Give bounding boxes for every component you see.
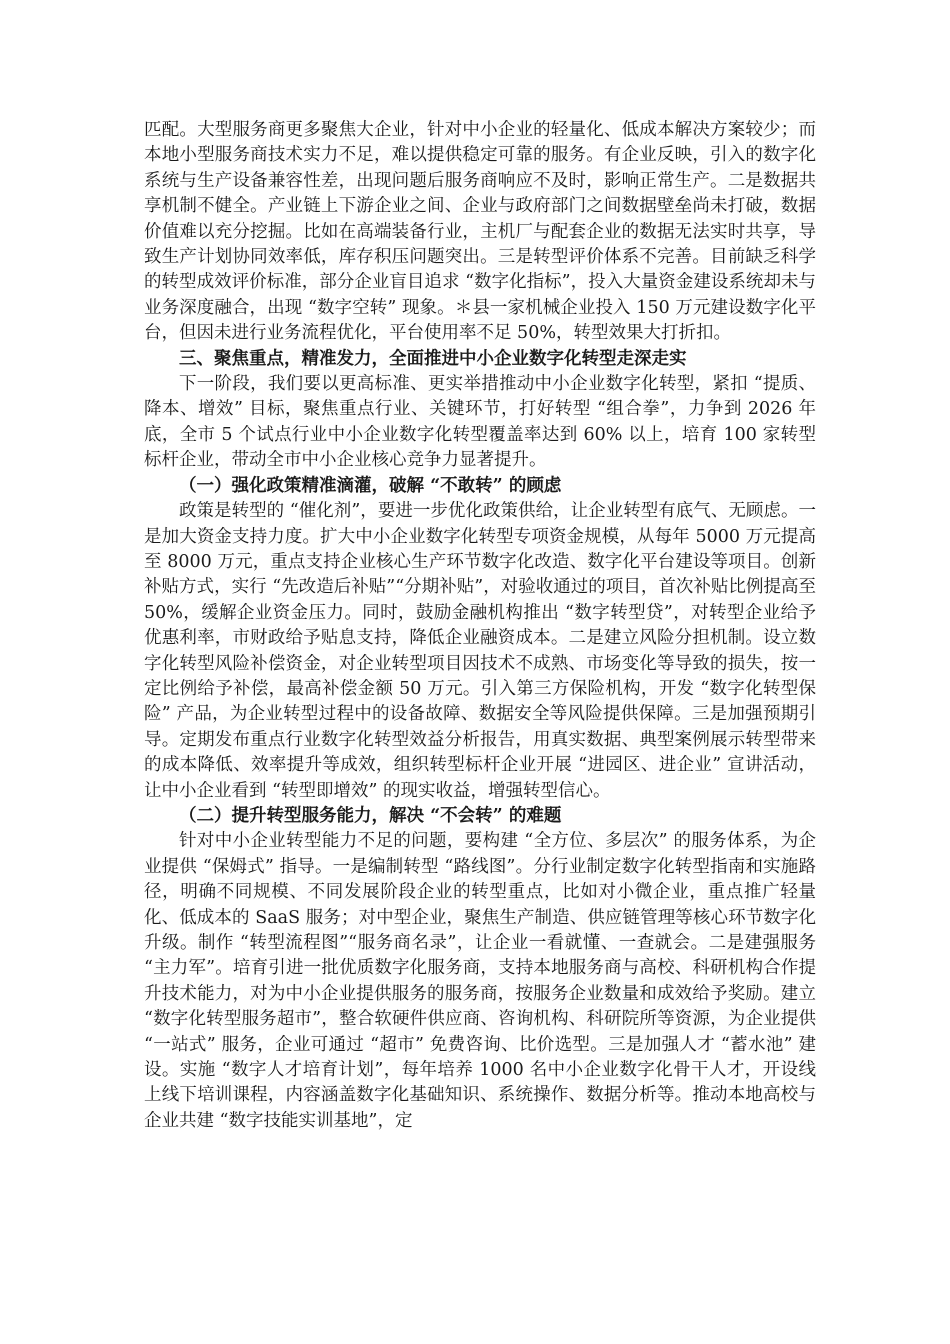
section-heading-3: 三、聚焦重点，精准发力，全面推进中小企业数字化转型走深走实 [179,348,687,369]
paragraph-service: 针对中小企业转型能力不足的问题，要构建 “全方位、多层次” 的服务体系，为企业提供 “保姆式” 指导。一是编制转型 “路线图”。分行业制定数字化转型指南和实施路径，明确不同规模、不同发展阶段企业的转型重点，比如对小微企业，重点推广轻量化、低成本的 SaaS 服务；对中型企业，聚焦生产制造、供应链管理等核心环节数字化升级。制作 “转型流程图”“服务商名录”，让企业一看就懂、一查就会。二是建强服务 “主力军”。培育引进一批优质数字化服务商，支持本地服务商与高校、科研机构合作提升技术能力，对为中小企业提供服务的服务商，按服务企业数量和成效给予奖励。建立 “数字化转型服务超市”，整合软硬件供应商、咨询机构、科研院所等资源，为企业提供 “一站式” 服务，企业可通过 “超市” 免费咨询、比价选型。三是加强人才 “蓄水池” 建设。实施 “数字人才培育计划”，每年培养 1000 名中小企业数字化骨干人才，开设线上线下培训课程，内容涵盖数字化基础知识、系统操作、数据分析等。推动本地高校与企业共建 “数字技能实训基地”，定 [144,831,816,1131]
subheading-1: （一）强化政策精准滴灌，破解 “不敢转” 的顾虑 [179,475,562,496]
subheading-2: （二）提升转型服务能力，解决 “不会转” 的难题 [179,805,562,826]
paragraph-continued: 匹配。大型服务商更多聚焦大企业，针对中小企业的轻量化、低成本解决方案较少；而本地小型服务商技术实力不足，难以提供稳定可靠的服务。有企业反映，引入的数字化系统与生产设备兼容性差，出现问题后服务商响应不及时，影响正常生产。二是数据共享机制不健全。产业链上下游企业之间、企业与政府部门之间数据壁垒尚未打破，数据价值难以充分挖掘。比如在高端装备行业，主机厂与配套企业的数据无法实时共享，导致生产计划协同效率低，库存积压问题突出。三是转型评价体系不完善。目前缺乏科学的转型成效评价标准，部分企业盲目追求 “数字化指标”，投入大量资金建设系统却未与业务深度融合，出现 “数字空转” 现象。＊县一家机械企业投入 150 万元建设数字化平台，但因未进行业务流程优化，平台使用率不足 50%，转型效果大打折扣。 [144,120,816,344]
document-body [144,118,816,1134]
paragraph-policy: 政策是转型的 “催化剂”，要进一步优化政策供给，让企业转型有底气、无顾虑。一是加大资金支持力度。扩大中小企业数字化转型专项资金规模，从每年 5000 万元提高至 8000 万元，重点支持企业核心生产环节数字化改造、数字化平台建设等项目。创新补贴方式，实行 “先改造后补贴”“分期补贴”，对验收通过的项目，首次补贴比例提高至 50%，缓解企业资金压力。同时，鼓励金融机构推出 “数字转型贷”，对转型企业给予优惠利率，市财政给予贴息支持，降低企业融资成本。二是建立风险分担机制。设立数字化转型风险补偿资金，对企业转型项目因技术不成熟、市场变化等导致的损失，按一定比例给予补偿，最高补偿金额 50 万元。引入第三方保险机构，开发 “数字化转型保险” 产品，为企业转型过程中的设备故障、数据安全等风险提供保障。三是加强预期引导。定期发布重点行业数字化转型效益分析报告，用真实数据、典型案例展示转型带来的成本降低、效率提升等成效，组织转型标杆企业开展 “进园区、进企业” 宣讲活动，让中小企业看到 “转型即增效” 的现实收益，增强转型信心。 [144,501,816,801]
paragraph-intro: 下一阶段，我们要以更高标准、更实举措推动中小企业数字化转型，紧扣 “提质、降本、增效” 目标，聚焦重点行业、关键环节，打好转型 “组合拳”，力争到 2026 年底，全市 5 个试点行业中小企业数字化转型覆盖率达到 60% 以上，培育 100 家转型标杆企业，带动全市中小企业核心竞争力显著提升。 [144,374,816,471]
